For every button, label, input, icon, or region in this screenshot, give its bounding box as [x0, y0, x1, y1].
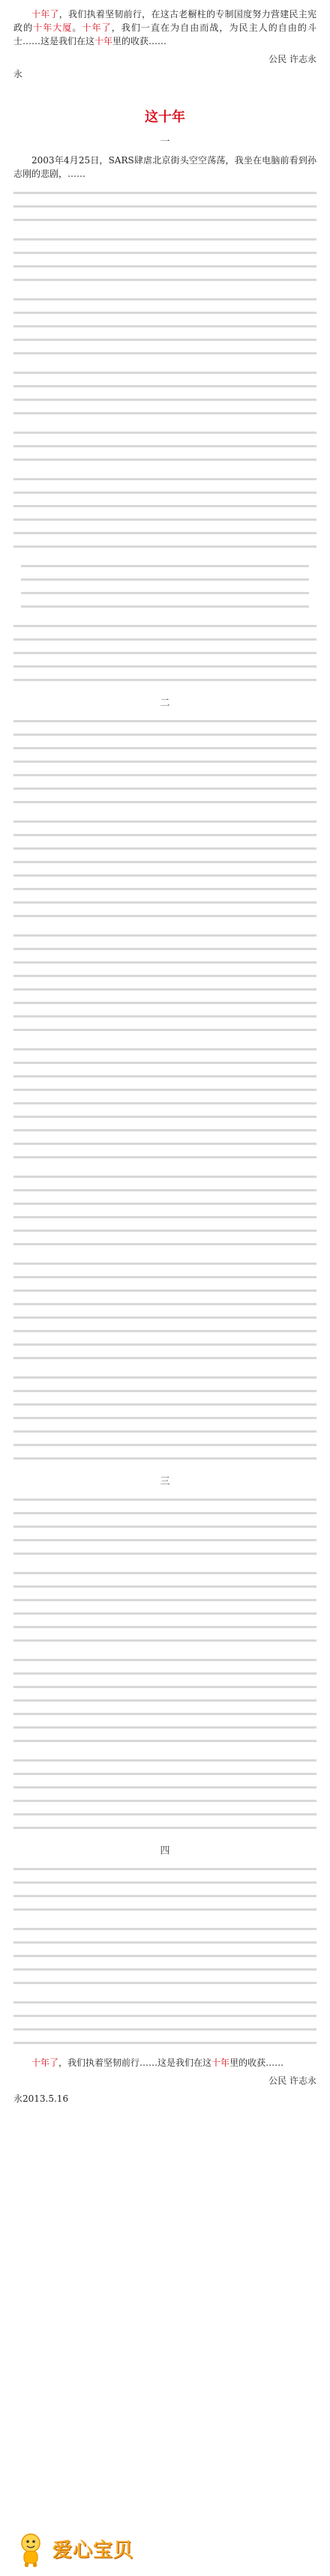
article-title: 这十年: [145, 109, 185, 125]
paragraph-2008-b: [14, 1170, 316, 1251]
intro-text-2: 民主宪政的: [14, 9, 316, 33]
intro-text-4: ，我们一直在为自由而战，为民主人的自由的斗士……: [14, 22, 316, 46]
intro-highlight-2: 十年大厦: [33, 22, 73, 33]
paragraph-2006-b-lines: [14, 815, 316, 923]
paragraph-2003-c: [14, 233, 316, 287]
paragraph-2006-a: [14, 715, 316, 809]
author-line: 公民 许志永: [268, 54, 316, 64]
intro-block: [14, 7, 316, 81]
paragraph-2013-a: [14, 1863, 316, 1917]
paragraph-2010-a: [14, 1493, 316, 1561]
intro-highlight-1: 十年了: [32, 9, 59, 19]
paragraph-2010-a-lines: [14, 1493, 316, 1561]
intro-highlight-3: 十年了: [82, 22, 112, 33]
section-number-2: 二: [160, 698, 170, 709]
closing-paragraph: [14, 2056, 316, 2069]
paragraph-2005-b-lines: [14, 620, 316, 687]
paragraph-2009-b-lines: [14, 1371, 316, 1466]
footer-logo: [52, 2535, 138, 2563]
quote-block: [21, 560, 309, 614]
date-line: 永2013.5.16: [14, 2093, 69, 2104]
paragraph-2003-a: 2003年4月25日，SARS肆虐北京街头空空荡荡，我坐在电脑前看到孙志刚的悲剧，……: [14, 155, 316, 179]
section-number-1: 一: [160, 136, 170, 148]
section-number-3: 三: [160, 1476, 170, 1487]
paragraph-2010-b: [14, 1567, 316, 1648]
paragraph-2007-a: [14, 929, 316, 1037]
footer: [0, 2518, 330, 2576]
section-number-4: 四: [160, 1845, 170, 1857]
paragraph-2011-a-lines: [14, 1654, 316, 1748]
footer-logo-text: 爱心宝贝: [52, 2539, 134, 2562]
paragraph-2007-a-lines: [14, 929, 316, 1037]
paragraph-2013-c: [14, 1996, 316, 2050]
paragraph-2005-b: [14, 620, 316, 687]
closing-highlight-1: 十年了: [32, 2058, 59, 2068]
paragraph-2009-b: [14, 1371, 316, 1466]
paragraph-2008-a: [14, 1043, 316, 1164]
intro-paragraph: [14, 7, 316, 48]
paragraph-2010-b-lines: [14, 1567, 316, 1648]
intro-text-3: 。: [72, 22, 82, 33]
paragraph-2004-b: [14, 426, 316, 467]
author-initial: 永: [14, 69, 23, 79]
closing-text-2: 这是我们在这: [158, 2058, 212, 2068]
paragraph-2003-b: [14, 187, 316, 227]
intro-highlight-4: 十年: [94, 36, 113, 46]
paragraph-2004-a: [14, 366, 316, 420]
paragraph-2012-a: [14, 1754, 316, 1835]
paragraph-2009-a: [14, 1257, 316, 1365]
paragraph-2003-b-lines: [14, 187, 316, 227]
paragraph-2004-a-lines: [14, 366, 316, 420]
paragraph-2008-b-lines: [14, 1170, 316, 1251]
mascot-icon: [16, 2531, 45, 2569]
closing-highlight-2: 十年: [212, 2058, 230, 2068]
intro-text-5: 这是我们在这: [40, 36, 95, 46]
paragraph-2013-a-lines: [14, 1863, 316, 1917]
paragraph-2011-a: [14, 1654, 316, 1748]
paragraph-2009-a-lines: [14, 1257, 316, 1365]
intro-text-1: ，我们执着坚韧前行，在这古老橱柱的专制国度努力营建: [58, 9, 290, 19]
paragraph-2005-a-lines: [14, 473, 316, 554]
paragraph-2003-c-lines: [14, 233, 316, 287]
paragraph-2012-a-lines: [14, 1754, 316, 1835]
paragraph-2003-d: [14, 293, 316, 360]
closing-text-1: ，我们执着坚韧前行……: [58, 2058, 158, 2068]
paragraph-2013-b-lines: [14, 1923, 316, 1990]
closing-author-line: 公民 许志永: [268, 2075, 316, 2086]
intro-text-6: 里的收获……: [112, 36, 167, 46]
quote-lines: [21, 560, 309, 614]
paragraph-2006-a-lines: [14, 715, 316, 809]
closing-text-3: 里的收获……: [230, 2058, 284, 2068]
paragraph-2008-a-lines: [14, 1043, 316, 1164]
paragraph-2004-b-lines: [14, 426, 316, 467]
paragraph-2003-d-lines: [14, 293, 316, 360]
paragraph-2013-c-lines: [14, 1996, 316, 2050]
paragraph-2005-a: [14, 473, 316, 554]
paragraph-2013-b: [14, 1923, 316, 1990]
paragraph-2006-b: [14, 815, 316, 923]
